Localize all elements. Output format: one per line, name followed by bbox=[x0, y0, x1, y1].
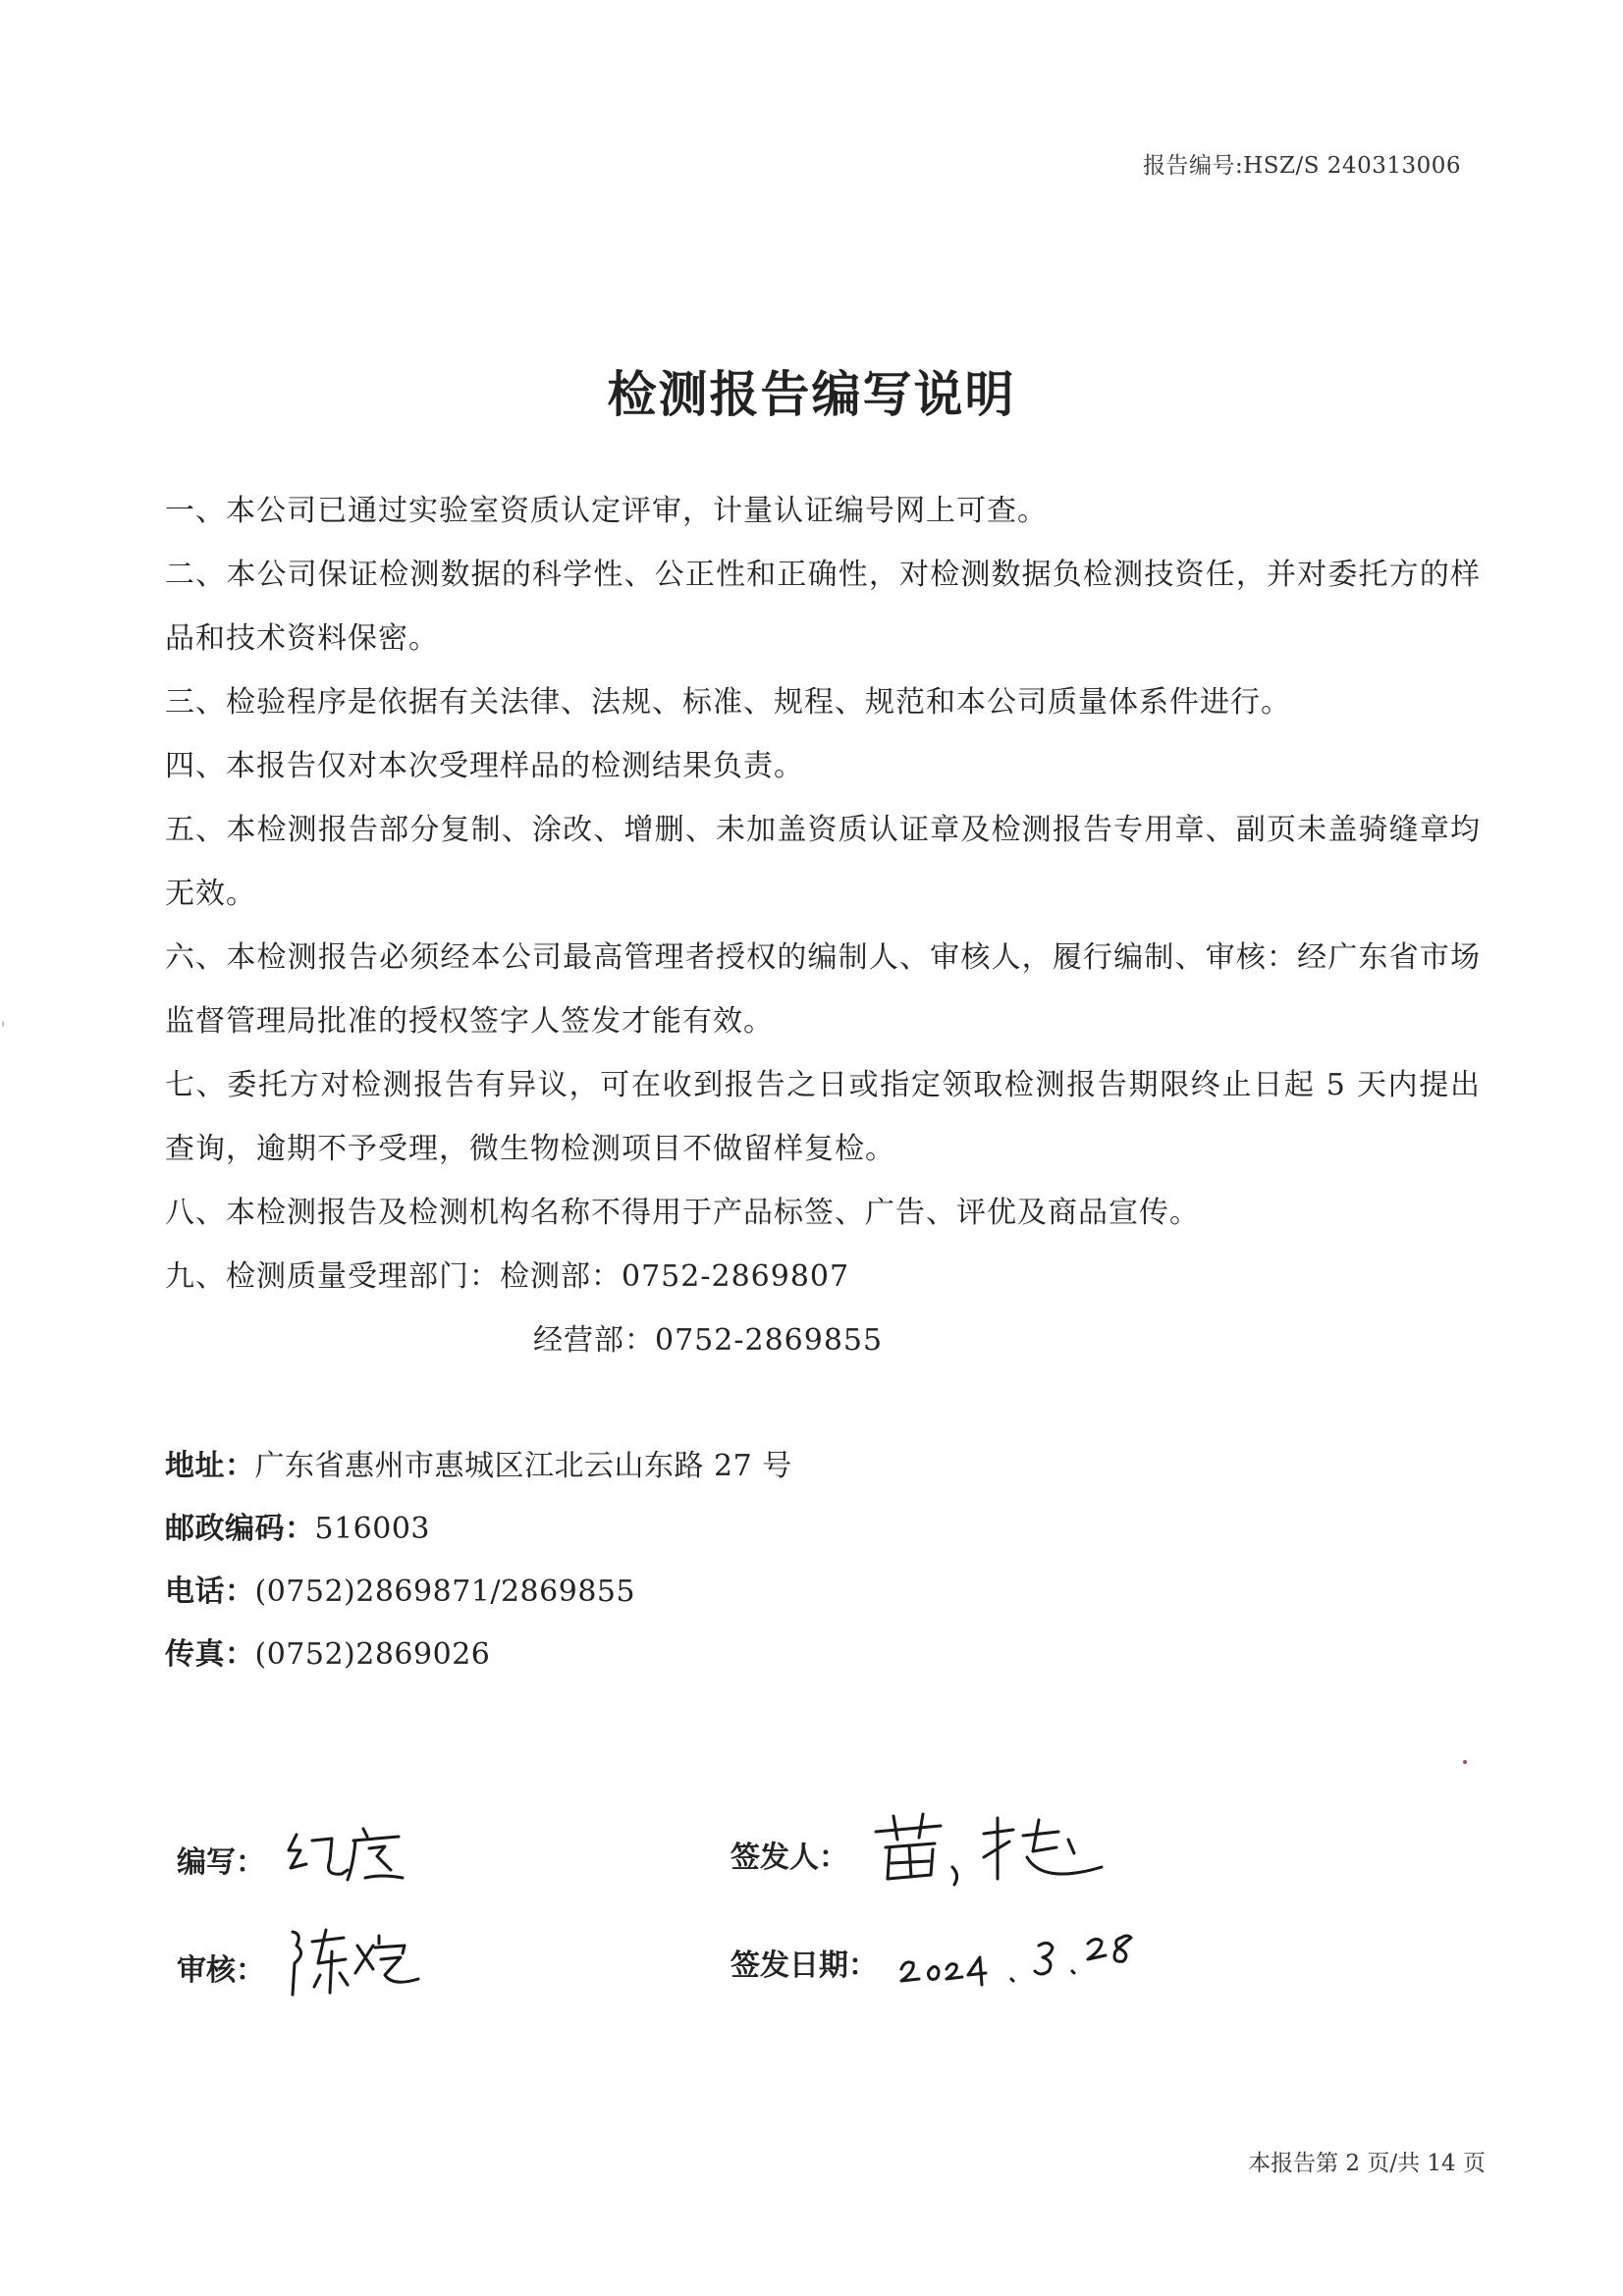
reviewer-signature-block bbox=[177, 1924, 430, 2010]
clause-item: 一、本公司已通过实验室资质认定评审，计量认证编号网上可查。 bbox=[165, 494, 1048, 528]
issue-date-label: 签发日期： bbox=[730, 1949, 878, 1983]
page-title: 检测报告编写说明 bbox=[607, 366, 1016, 423]
paper-speck bbox=[1463, 1760, 1467, 1764]
clause-list bbox=[165, 479, 1481, 1372]
fax-label: 传真： bbox=[165, 1637, 255, 1672]
fax-value: (0752)2869026 bbox=[254, 1637, 491, 1672]
editor-signature bbox=[283, 1821, 410, 1897]
phone-value: (0752)2869871/2869855 bbox=[254, 1575, 636, 1609]
phone-label: 电话： bbox=[165, 1575, 255, 1609]
postal-label: 邮政编码： bbox=[165, 1512, 315, 1546]
issue-date-handwritten bbox=[895, 1924, 1151, 2001]
clause-item: 八、本检测报告及检测机构名称不得用于产品标签、广告、评优及商品宣传。 bbox=[165, 1196, 1200, 1230]
address-value: 广东省惠州市惠城区江北云山东路 27 号 bbox=[254, 1449, 792, 1483]
postal-value: 516003 bbox=[314, 1512, 431, 1546]
clause-continuation: 经营部：0752-2869855 bbox=[533, 1323, 884, 1358]
phone-row bbox=[165, 1561, 1481, 1624]
issue-date-block bbox=[730, 1924, 1151, 2001]
clause-item: 二、本公司保证检测数据的科学性、公正性和正确性，对检测数据负检测技资任，并对委托方的样品和技术资料保密。 bbox=[165, 558, 1481, 656]
clause-item: 七、委托方对检测报告有异议，可在收到报告之日或指定领取检测报告期限终止日起 5 天内提出查询，逾期不予受理，微生物检测项目不做留样复检。 bbox=[165, 1068, 1481, 1166]
reviewer-label: 审核： bbox=[177, 1953, 265, 1988]
contact-info bbox=[165, 1435, 1481, 1686]
paper-speck bbox=[2, 1021, 4, 1027]
clause-item: 六、本检测报告必须经本公司最高管理者授权的编制人、审核人，履行编制、审核：经广东省市场监督管理局批准的授权签字人签发才能有效。 bbox=[165, 940, 1481, 1039]
report-number: 报告编号:HSZ/S 240313006 bbox=[1142, 153, 1461, 179]
clause-item: 四、本报告仅对本次受理样品的检测结果负责。 bbox=[165, 749, 804, 783]
postal-row bbox=[165, 1498, 1481, 1561]
clause-item: 五、本检测报告部分复制、涂改、增删、未加盖资质认证章及检测报告专用章、副页未盖骑缝章均无效。 bbox=[165, 813, 1481, 911]
reviewer-signature bbox=[283, 1924, 430, 2010]
clause-item: 三、检验程序是依据有关法律、法规、标准、规程、规范和本公司质量体系件进行。 bbox=[165, 685, 1291, 720]
address-row bbox=[165, 1435, 1481, 1498]
address-label: 地址： bbox=[165, 1449, 255, 1483]
issuer-label: 签发人： bbox=[730, 1841, 848, 1875]
fax-row bbox=[165, 1624, 1481, 1686]
issuer-signature-block bbox=[730, 1806, 1111, 1902]
editor-label: 编写： bbox=[177, 1845, 265, 1880]
page-number: 本报告第 2 页/共 14 页 bbox=[1248, 2151, 1486, 2176]
editor-signature-block bbox=[177, 1821, 410, 1897]
clause-item: 九、检测质量受理部门：检测部：0752-2869807 bbox=[165, 1259, 850, 1294]
issuer-signature bbox=[866, 1806, 1111, 1902]
